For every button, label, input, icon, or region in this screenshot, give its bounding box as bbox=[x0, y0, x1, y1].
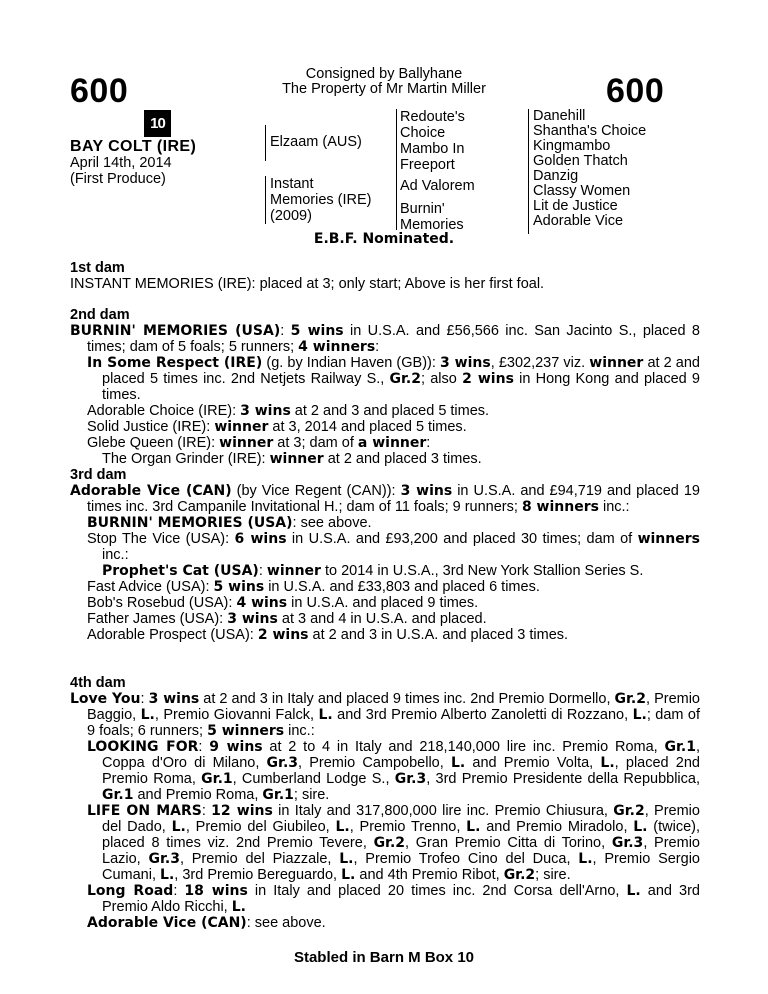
produce-father-james: Father James (USA): 3 wins at 3 and 4 in U.S.A. and placed. bbox=[87, 611, 487, 627]
produce-note: (First Produce) bbox=[70, 171, 166, 187]
horse-description bbox=[70, 139, 196, 187]
fourth-dam-section bbox=[70, 675, 700, 931]
produce-solid-justice: Solid Justice (IRE): winner at 3, 2014 and placed 5 times. bbox=[87, 419, 467, 435]
property-line: The Property of Mr Martin Miller bbox=[282, 81, 486, 97]
pedigree-dam-dam: Burnin' Memories bbox=[400, 201, 464, 233]
produce-adorable-choice: Adorable Choice (IRE): 3 wins at 2 and 3 and placed 5 times. bbox=[87, 403, 490, 419]
gg-1: Shantha's Choice bbox=[533, 123, 647, 139]
produce-fast-advice: Fast Advice (USA): 5 wins in U.S.A. and £33,803 and placed 6 times. bbox=[87, 579, 540, 595]
pedigree-dam: Instant Memories (IRE) (2009) bbox=[270, 176, 372, 224]
consignor-line: Consigned by Ballyhane bbox=[305, 66, 463, 82]
second-dam-heading: 2nd dam bbox=[70, 307, 130, 323]
first-dam-section bbox=[70, 260, 700, 292]
stabling-footer: Stabled in Barn M Box 10 bbox=[293, 949, 475, 966]
gg-7: Adorable Vice bbox=[533, 213, 624, 229]
second-dam-entry: BURNIN' MEMORIES (USA): 5 wins in U.S.A. and £56,566 inc. San Jacinto S., placed 8 times; dam of 5 foals; 5 runners; 4 winners: bbox=[70, 323, 700, 355]
produce-glebe-queen: Glebe Queen (IRE): winner at 3; dam of a winner: bbox=[87, 435, 431, 451]
gg-5: Classy Women bbox=[533, 183, 631, 199]
produce-looking-for: LOOKING FOR: 9 wins at 2 to 4 in Italy and 218,140,000 lire inc. Premio Roma, Gr.1, Coppa d'Oro di Milano, Gr.3, Premio Campobello, L. and Premio Volta, L., placed 2nd Premio Roma, Gr.1, Cumberland Lodge S., Gr.3, 3rd Premio Presidente della Repubblica, Gr.1 and Premio Roma, Gr.1; sire. bbox=[87, 739, 700, 803]
first-dam-heading: 1st dam bbox=[70, 260, 125, 276]
produce-prophets-cat: Prophet's Cat (USA): winner to 2014 in U.S.A., 3rd New York Stallion Series S. bbox=[102, 563, 644, 579]
third-dam-section bbox=[70, 467, 700, 643]
pedigree-bracket-gs2 bbox=[396, 141, 397, 173]
ebf-nominated: E.B.F. Nominated. bbox=[313, 231, 455, 247]
third-dam-heading: 3rd dam bbox=[70, 467, 127, 483]
gg-6: Lit de Justice bbox=[533, 198, 618, 214]
gg-3: Golden Thatch bbox=[533, 153, 628, 169]
pedigree-bracket-gs1 bbox=[396, 109, 397, 141]
pedigree-bracket-ggen bbox=[528, 109, 529, 234]
produce-stop-the-vice: Stop The Vice (USA): 6 wins in U.S.A. and £93,200 and placed 30 times; dam of winners inc.: bbox=[87, 531, 700, 563]
horse-name: BAY COLT (IRE) bbox=[70, 138, 197, 155]
produce-adorable-prospect: Adorable Prospect (USA): 2 wins at 2 and 3 in U.S.A. and placed 3 times. bbox=[87, 627, 569, 643]
pedigree-bracket-gd1 bbox=[396, 171, 397, 201]
second-dam-section bbox=[70, 307, 700, 467]
pedigree-sire-dam: Mambo In Freeport bbox=[400, 141, 465, 173]
lot-number-right: 600 bbox=[606, 72, 665, 110]
pedigree-sire: Elzaam (AUS) bbox=[270, 134, 362, 150]
produce-life-on-mars: LIFE ON MARS: 12 wins in Italy and 317,800,000 lire inc. Premio Chiusura, Gr.2, Premio del Dado, L., Premio del Giubileo, L., Premio Trenno, L. and Premio Miradolo, L. (twice), placed 8 times viz. 2nd Premio Tevere, Gr.2, Gran Premio Citta di Torino, Gr.3, Premio Lazio, Gr.3, Premio del Piazzale, L., Premio Trofeo Cino del Duca, L., Premio Sergio Cumani, L., 3rd Premio Bereguardo, L. and 4th Premio Ribot, Gr.2; sire. bbox=[87, 803, 701, 883]
foaling-date: April 14th, 2014 bbox=[70, 155, 172, 171]
first-dam-text: INSTANT MEMORIES (IRE): placed at 3; only start; Above is her first foal. bbox=[70, 276, 545, 292]
pedigree-bracket-dam bbox=[265, 176, 266, 224]
produce-organ-grinder: The Organ Grinder (IRE): winner at 2 and placed 3 times. bbox=[102, 451, 482, 467]
produce-adorable-vice: Adorable Vice (CAN): see above. bbox=[87, 915, 326, 931]
pedigree-great-grandparents bbox=[533, 109, 646, 229]
third-dam-entry: Adorable Vice (CAN) (by Vice Regent (CAN)): 3 wins in U.S.A. and £94,719 and placed 19 times inc. 3rd Campanile Invitational H.; dam of 11 foals; 9 runners; 8 winners inc.: bbox=[70, 483, 700, 515]
box-number-badge: 10 bbox=[144, 110, 171, 137]
pedigree-sire-sire: Redoute's Choice bbox=[400, 109, 465, 141]
pedigree-bracket-gd2 bbox=[396, 201, 397, 230]
produce-in-some-respect: In Some Respect (IRE) (g. by Indian Haven (GB)): 3 wins, £302,237 viz. winner at 2 and placed 5 times inc. 2nd Netjets Railway S., Gr.2; also 2 wins in Hong Kong and placed 9 times. bbox=[87, 355, 700, 403]
fourth-dam-heading: 4th dam bbox=[70, 675, 126, 691]
gg-4: Danzig bbox=[533, 168, 579, 184]
lot-number-left: 600 bbox=[70, 72, 129, 110]
produce-long-road: Long Road: 18 wins in Italy and placed 20 times inc. 2nd Corsa dell'Arno, L. and 3rd Premio Aldo Ricchi, L. bbox=[87, 883, 700, 915]
gg-0: Danehill bbox=[533, 108, 586, 124]
pedigree-bracket-sire bbox=[265, 125, 266, 161]
produce-bobs-rosebud: Bob's Rosebud (USA): 4 wins in U.S.A. and placed 9 times. bbox=[87, 595, 479, 611]
consignor-block bbox=[0, 67, 768, 97]
fourth-dam-entry: Love You: 3 wins at 2 and 3 in Italy and placed 9 times inc. 2nd Premio Dormello, Gr.2, Premio Baggio, L., Premio Giovanni Falck, L. and 3rd Premio Alberto Zanoletti di Rozzano, L.; dam of 9 foals; 6 runners; 5 winners inc.: bbox=[70, 691, 701, 739]
pedigree-dam-sire: Ad Valorem bbox=[400, 178, 475, 194]
produce-burnin-memories: BURNIN' MEMORIES (USA): see above. bbox=[87, 515, 372, 531]
gg-2: Kingmambo bbox=[533, 138, 611, 154]
